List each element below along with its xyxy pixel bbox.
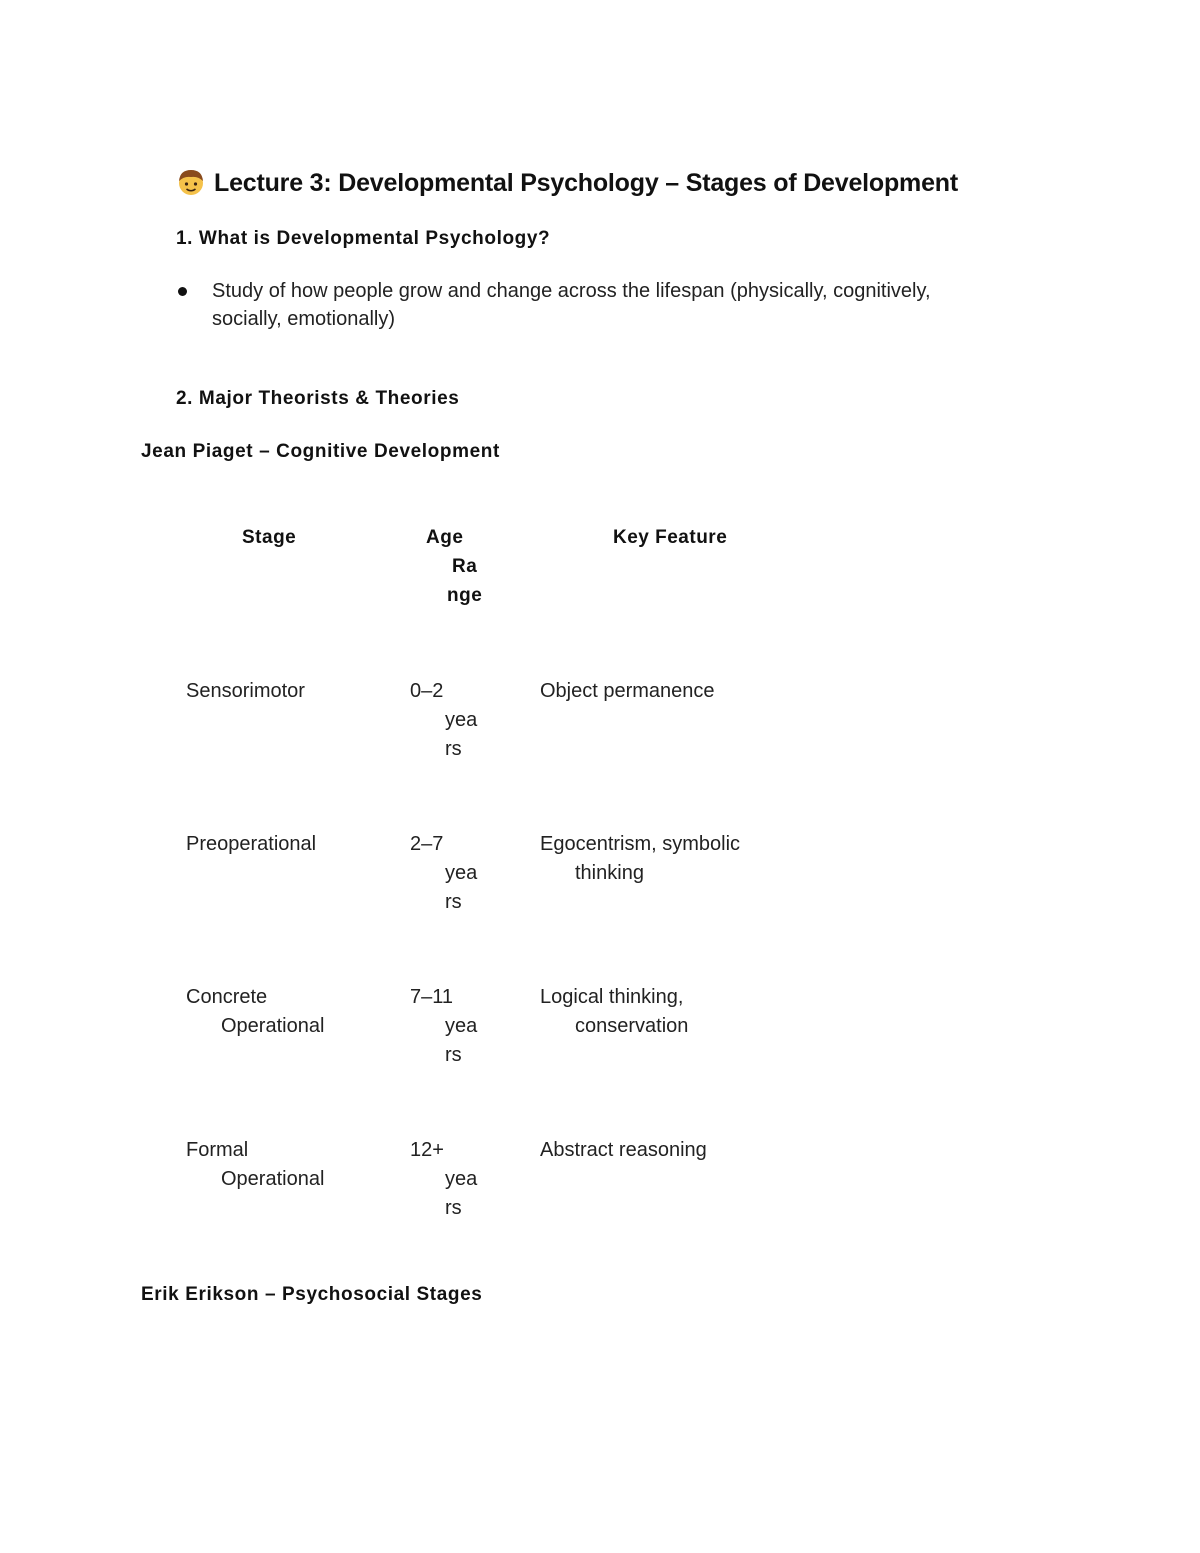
table-row-age: 0–2 yea rs <box>410 680 478 760</box>
table-row-feature: Object permanence <box>540 680 715 702</box>
table-row-stage: Preoperational <box>186 833 317 855</box>
table-row-stage: Concrete Operational <box>186 986 325 1037</box>
bullet-point-icon <box>178 287 187 296</box>
header-key-feature: Key Feature <box>613 527 728 548</box>
table-row-age: 7–11 yea rs <box>410 986 478 1066</box>
table-row-age: 2–7 yea rs <box>410 833 478 913</box>
header-stage: Stage <box>242 527 297 548</box>
bullet-text-line-2: socially, emotionally) <box>212 308 396 330</box>
table-row-age: 12+ yea rs <box>410 1139 478 1219</box>
piaget-heading: Jean Piaget – Cognitive Development <box>141 441 500 462</box>
page-title <box>176 168 958 198</box>
erikson-heading: Erik Erikson – Psychosocial Stages <box>141 1284 483 1305</box>
child-emoji-icon <box>176 168 206 196</box>
table-row-feature: Egocentrism, symbolic thinking <box>540 833 741 884</box>
table-row-feature: Logical thinking, conservation <box>540 986 689 1037</box>
section-heading-theorists: 2. Major Theorists & Theories <box>176 388 460 409</box>
section-heading-what-is: 1. What is Developmental Psychology? <box>176 228 551 249</box>
table-row-stage: Formal Operational <box>186 1139 325 1190</box>
bullet-text-line-1: Study of how people grow and change across the lifespan (physically, cognitively, <box>212 280 931 302</box>
header-age-range: Age Ra nge <box>426 527 483 606</box>
table-row-stage: Sensorimotor <box>186 680 305 702</box>
table-row-feature: Abstract reasoning <box>540 1139 707 1161</box>
title-text: Lecture 3: Developmental Psychology – Stages of Development <box>214 169 958 197</box>
